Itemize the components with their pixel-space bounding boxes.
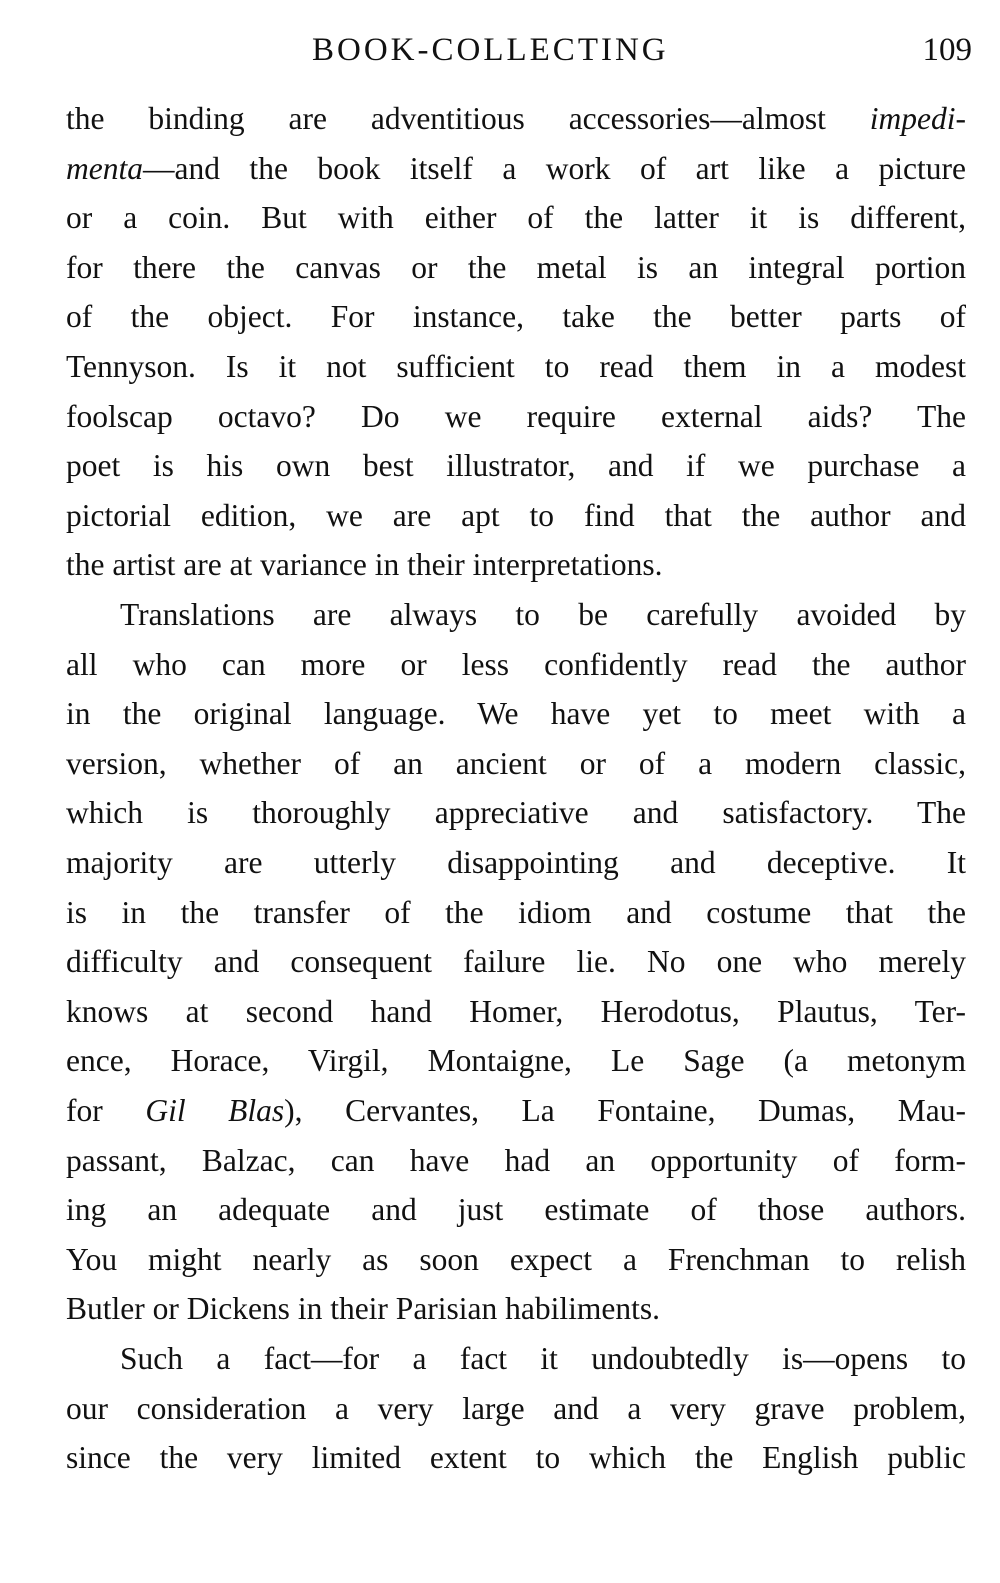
text-line	[66, 1433, 966, 1483]
text-line	[66, 292, 966, 342]
text-run: You might nearly as soon expect a Frenchman to relish	[66, 1241, 966, 1277]
text-run: since the very limited extent to which the English public	[66, 1440, 966, 1476]
text-run: —and the book itself a work of art like a picture	[142, 150, 966, 186]
text-run: majority are utterly disappointing and deceptive. It	[66, 845, 966, 880]
text-run: our consideration a very large and a very grave problem,	[66, 1390, 966, 1426]
text-run: the binding are adventitious accessories—almost	[66, 101, 870, 136]
text-line	[66, 689, 966, 739]
text-line	[66, 1036, 966, 1086]
text-line	[66, 1086, 966, 1136]
text-line	[66, 640, 966, 690]
text-run: the artist are at variance in their interpretations.	[66, 547, 663, 583]
text-line	[66, 788, 966, 838]
text-run: ence, Horace, Virgil, Montaigne, Le Sage (a metonym	[66, 1043, 966, 1079]
text-run: is in the transfer of the idiom and costume that the	[66, 894, 966, 930]
text-line	[66, 888, 966, 938]
text-line	[66, 1384, 966, 1434]
text-run: pictorial edition, we are apt to find that the author and	[66, 497, 966, 533]
text-line	[66, 1235, 966, 1285]
text-line	[66, 1136, 966, 1186]
text-line	[66, 937, 966, 987]
text-run: ), Cervantes, La Fontaine, Dumas, Mau-	[284, 1093, 966, 1128]
text-run: all who can more or less confidently read the author	[66, 646, 966, 682]
text-run: Such a fact—for a fact it undoubtedly is—opens to	[120, 1341, 966, 1376]
text-line	[120, 590, 966, 640]
text-line	[66, 193, 966, 243]
text-line	[66, 243, 966, 293]
text-run: version, whether of an ancient or of a modern classic,	[66, 745, 966, 781]
text-line	[66, 144, 966, 194]
text-run: for	[66, 1093, 146, 1128]
text-run: knows at second hand Homer, Herodotus, Plautus, Ter-	[66, 993, 966, 1029]
text-line	[66, 491, 966, 541]
text-run: or a coin. But with either of the latter it is different,	[66, 200, 966, 236]
text-line	[66, 441, 966, 491]
text-line	[66, 838, 966, 888]
text-run: for there the canvas or the metal is an integral portion	[66, 249, 966, 285]
text-run: difficulty and consequent failure lie. No one who merely	[66, 944, 966, 980]
text-line	[66, 342, 966, 392]
text-run: Butler or Dickens in their Parisian habiliments.	[66, 1291, 661, 1327]
text-line	[66, 392, 966, 442]
italic-text: menta	[66, 150, 143, 186]
running-head-title: BOOK-COLLECTING	[312, 32, 669, 68]
text-run: ing an adequate and just estimate of those authors.	[66, 1192, 966, 1228]
page-number: 109	[922, 32, 972, 68]
text-run: in the original language. We have yet to meet with a	[66, 696, 966, 732]
text-line	[66, 1284, 966, 1334]
text-run: Translations are always to be carefully avoided by	[120, 597, 966, 632]
text-run: Tennyson. Is it not sufficient to read them in a modest	[66, 349, 966, 384]
text-line	[66, 540, 966, 590]
text-run: of the object. For instance, take the better parts of	[66, 299, 966, 335]
running-head	[0, 28, 1000, 78]
italic-text: impedi-	[869, 101, 966, 136]
text-line	[66, 94, 966, 144]
text-line	[66, 739, 966, 789]
text-run: passant, Balzac, can have had an opportunity of form-	[66, 1142, 966, 1178]
text-line	[66, 987, 966, 1037]
text-run: which is thoroughly appreciative and satisfactory. The	[66, 795, 966, 831]
text-line	[66, 1185, 966, 1235]
text-run: poet is his own best illustrator, and if we purchase a	[66, 448, 966, 484]
text-line	[120, 1334, 966, 1384]
text-run: foolscap octavo? Do we require external aids? The	[66, 398, 966, 434]
italic-text: Gil Blas	[145, 1093, 285, 1128]
